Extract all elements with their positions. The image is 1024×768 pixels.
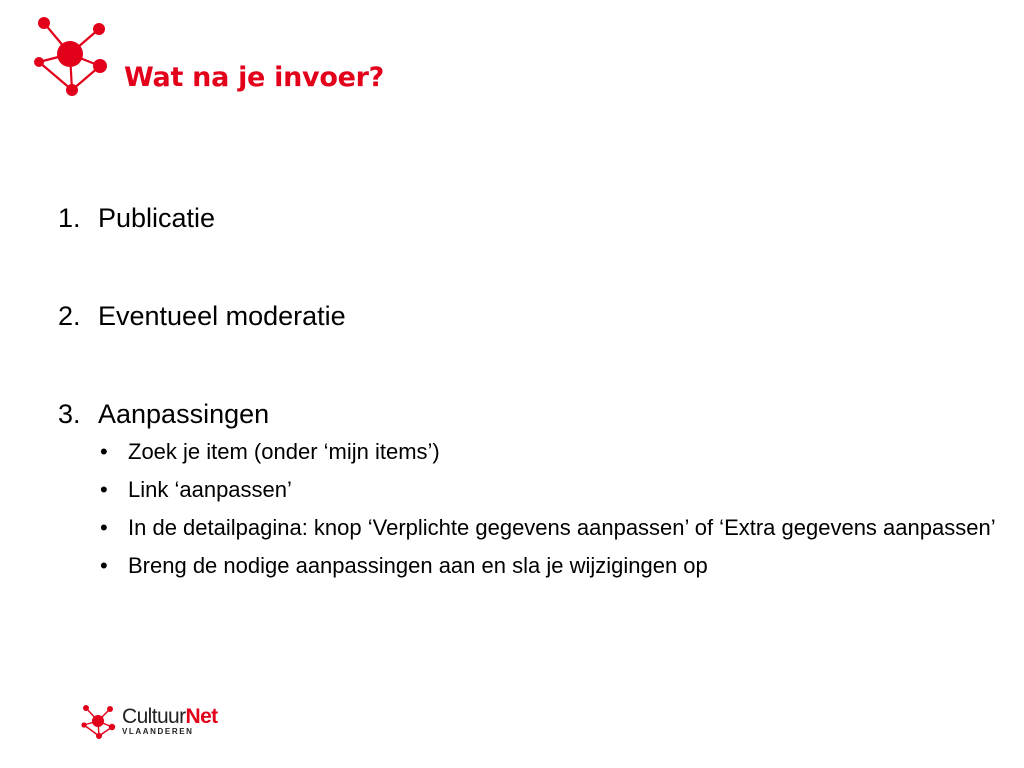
step-label: Eventueel moderatie	[98, 301, 346, 331]
slide-content	[58, 198, 998, 590]
brand-name-part: Cultuur	[122, 705, 186, 728]
step-number: 3.	[58, 399, 81, 429]
brand-subtitle: VLAANDEREN	[122, 727, 194, 736]
step-2	[58, 296, 998, 336]
list-item-text: Link ‘aanpassen’	[128, 477, 292, 502]
cultuurnet-logo	[80, 702, 218, 740]
list-item	[100, 438, 998, 466]
step-1	[58, 198, 998, 238]
step-number: 1.	[58, 203, 81, 233]
molecule-logo-icon	[28, 14, 112, 98]
bullet-icon: •	[100, 477, 108, 502]
step-label: Aanpassingen	[98, 399, 270, 429]
list-item	[100, 552, 998, 580]
list-item-text: Zoek je item (onder ‘mijn items’)	[128, 439, 440, 464]
bullet-icon: •	[100, 553, 108, 578]
step-label: Publicatie	[98, 203, 216, 233]
slide-title: Wat na je invoer?	[124, 62, 384, 93]
list-item	[100, 476, 998, 504]
molecule-network-icon	[80, 702, 118, 740]
bullet-icon: •	[100, 515, 108, 540]
list-item-text: In de detailpagina: knop ‘Verplichte gegevens aanpassen’ of ‘Extra gegevens aanpassen’	[128, 515, 996, 540]
brand-name-accent: Net	[185, 705, 218, 728]
brand-name	[122, 706, 218, 727]
brand-wordmark	[122, 706, 218, 736]
step-number: 2.	[58, 301, 81, 331]
list-item	[100, 514, 998, 542]
bullet-list	[58, 438, 998, 580]
list-item-text: Breng de nodige aanpassingen aan en sla je wijzigingen op	[128, 553, 708, 578]
bullet-icon: •	[100, 439, 108, 464]
step-3	[58, 394, 998, 434]
